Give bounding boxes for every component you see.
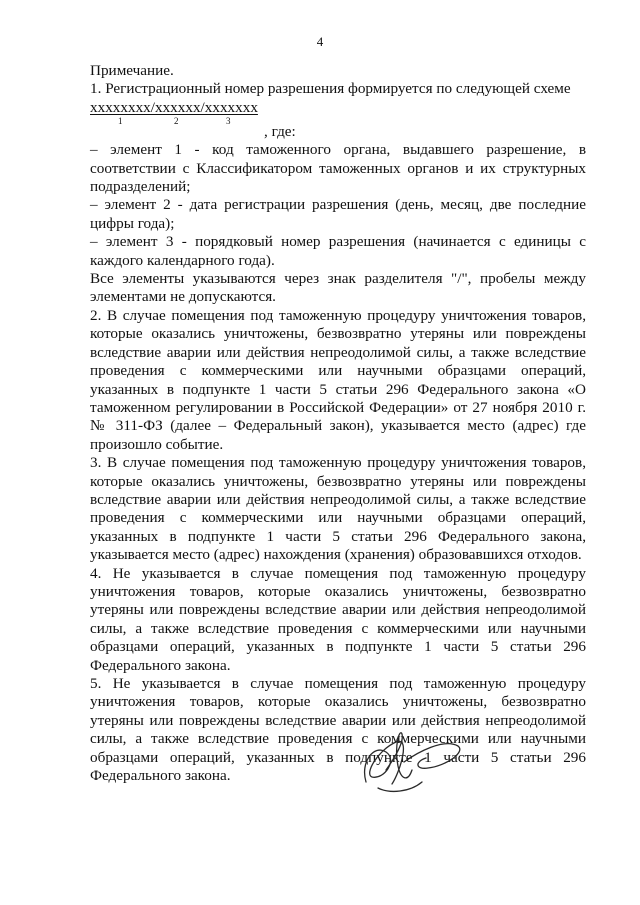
scheme-suffix: , где: <box>264 122 296 140</box>
handwritten-signature <box>356 722 466 802</box>
registration-scheme: хххххххх/хххххх/ххххххх <box>90 98 258 116</box>
element-3-description: – элемент 3 - порядковый номер разрешения (начинается с единицы с каждого календарного года). <box>90 233 586 269</box>
paragraph-2: 2. В случае помещения под таможенную процедуру уничтожения товаров, которые оказались уничтожены, безвозвратно утеряны или повреждены вследствие аварии или действия непреодолимой силы, а также вследствие проведения с коммерческими или научными образцами операций, указанных в подпункте 1 части 5 статьи 296 Федерального закона «О таможенном регулировании в Российской Федерации» от 27 ноября 2010 г. № 311-ФЗ (далее – Федеральный закон), указывается место (адрес) где произошло событие. <box>90 306 586 453</box>
element-1-description: – элемент 1 - код таможенного органа, выдавшего разрешение, в соответствии с Классификатором таможенных органов и их структурных подразделений; <box>90 141 586 196</box>
paragraph-4: 4. Не указывается в случае помещения под таможенную процедуру уничтожения товаров, которые оказались уничтожены, безвозвратно утеряны или повреждены вследствие аварии или действия непреодолимой силы, а также вследствие проведения с коммерческими или научными образцами операций, указанных в подпункте 1 части 5 статьи 296 Федерального закона. <box>90 564 586 674</box>
paragraph-1-intro: 1. Регистрационный номер разрешения формируется по следующей схеме <box>90 80 571 98</box>
scheme-index-2: 2 <box>174 115 179 126</box>
element-2-description: – элемент 2 - дата регистрации разрешения (день, месяц, две последние цифры года); <box>90 196 586 232</box>
document-body <box>90 62 586 785</box>
note-title: Примечание. <box>90 62 174 79</box>
scheme-indices <box>90 117 586 131</box>
paragraph-5: 5. Не указывается в случае помещения под таможенную процедуру уничтожения товаров, которые оказались уничтожены, безвозвратно утеряны или повреждены вследствие аварии или действия непреодолимой силы, а также вследствие проведения с коммерческими или научными образцами операций, указанных в подпункте 1 части 5 статьи 296 Федерального закона. <box>90 675 586 785</box>
registration-scheme-line <box>90 99 586 117</box>
separator-note: Все элементы указываются через знак разделителя "/", пробелы между элементами не допускаются. <box>90 270 586 306</box>
scheme-index-3: 3 <box>226 115 231 126</box>
paragraph-3: 3. В случае помещения под таможенную процедуру уничтожения товаров, которые оказались уничтожены, безвозвратно утеряны или повреждены вследствие аварии или действия непреодолимой силы, а также вследствие проведения с коммерческими или научными образцами операций, указанных в подпункте 1 части 5 статьи 296 Федерального закона, указывается место (адрес) нахождения (хранения) образовавшихся отходов. <box>90 454 586 564</box>
scheme-index-1: 1 <box>118 115 123 126</box>
page-number: 4 <box>316 34 324 49</box>
